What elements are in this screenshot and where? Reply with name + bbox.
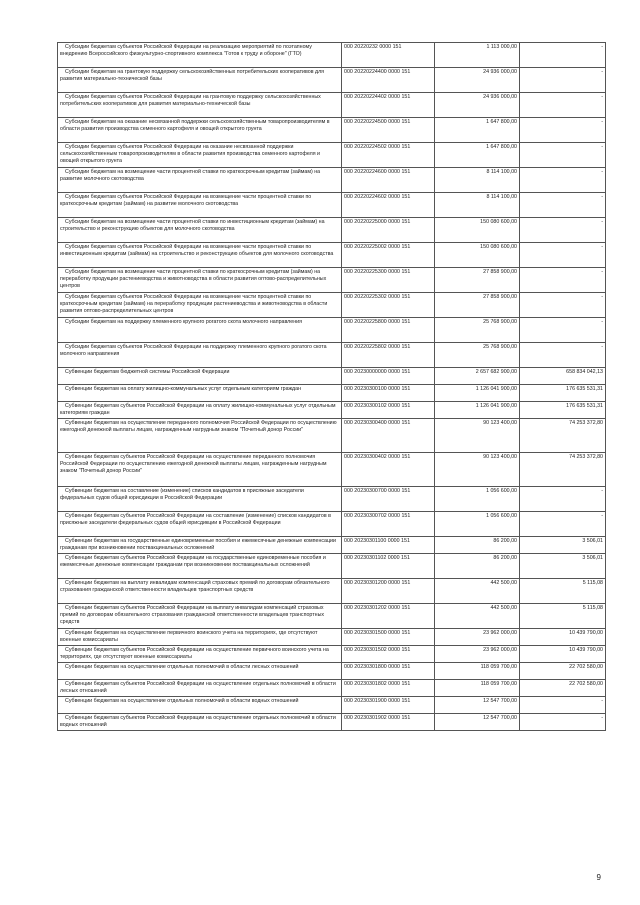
table-row (58, 680, 606, 697)
row-code-cell: 000 20230301900 0000 151 (342, 697, 435, 714)
row-name-cell: Субсидии бюджетам субъектов Российской Федерации на поддержку племенного крупного рогатого скота молочного направления (58, 343, 342, 368)
table-row (58, 512, 606, 537)
row-exec-cell: 10 439 790,00 (520, 646, 606, 663)
row-exec-cell: 22 702 580,00 (520, 663, 606, 680)
row-name-cell: Субвенции бюджетам субъектов Российской Федерации на составление (изменение) списков кандидатов в присяжные заседатели федеральных судов общей юрисдикции в Российской Федерации (58, 512, 342, 537)
row-plan-cell: 27 858 900,00 (435, 293, 520, 318)
table-row (58, 453, 606, 487)
row-plan-cell: 23 962 000,00 (435, 629, 520, 646)
row-code-cell: 000 20220224400 0000 151 (342, 68, 435, 93)
row-name-cell: Субвенции бюджетам бюджетной системы Российской Федерации (58, 368, 342, 385)
row-name-cell: Субвенции бюджетам субъектов Российской Федерации на осуществление отдельных полномочий в области водных отношений (58, 714, 342, 731)
table-row (58, 93, 606, 118)
row-code-cell: 000 20230301802 0000 151 (342, 680, 435, 697)
row-plan-cell: 1 056 600,00 (435, 487, 520, 512)
row-code-cell: 000 20230000000 0000 151 (342, 368, 435, 385)
row-name-cell: Субвенции бюджетам субъектов Российской Федерации на выплату инвалидам компенсаций страховых премий по договорам обязательного страхования гражданской ответственности владельцев транспортных средств (58, 604, 342, 629)
row-exec-cell: 74 253 372,80 (520, 453, 606, 487)
row-exec-cell: - (520, 143, 606, 168)
table-row (58, 537, 606, 554)
table-row (58, 368, 606, 385)
table-row (58, 243, 606, 268)
row-exec-cell: - (520, 243, 606, 268)
row-plan-cell: 150 080 600,00 (435, 243, 520, 268)
row-name-cell: Субвенции бюджетам на осуществление переданного полномочия Российской Федерации по осуществлению ежегодной денежной выплаты лицам, награжденным нагрудным знаком "Почетный донор России" (58, 419, 342, 453)
row-plan-cell: 86 200,00 (435, 554, 520, 579)
row-name-cell: Субсидии бюджетам на возмещение части процентной ставки по краткосрочным кредитам (займам) на переработку продукции растениеводства и животноводства в области развития оптово-распределительных центров (58, 268, 342, 293)
row-exec-cell: - (520, 512, 606, 537)
table-row (58, 193, 606, 218)
row-plan-cell: 1 056 600,00 (435, 512, 520, 537)
row-exec-cell: - (520, 487, 606, 512)
row-code-cell: 000 20230301202 0000 151 (342, 604, 435, 629)
table-row (58, 402, 606, 419)
row-plan-cell: 8 114 100,00 (435, 168, 520, 193)
row-exec-cell: - (520, 293, 606, 318)
row-plan-cell: 1 113 000,00 (435, 43, 520, 68)
table-row (58, 68, 606, 93)
row-name-cell: Субвенции бюджетам на оплату жилищно-коммунальных услуг отдельным категориям граждан (58, 385, 342, 402)
table-row (58, 318, 606, 343)
row-name-cell: Субсидии бюджетам субъектов Российской Федерации на грантовую поддержку сельскохозяйственных потребительских кооперативов для развития материально-технической базы (58, 93, 342, 118)
budget-table (57, 42, 606, 731)
row-code-cell: 000 20230301902 0000 151 (342, 714, 435, 731)
row-name-cell: Субсидии бюджетам на грантовую поддержку сельскохозяйственных потребительских кооперативов для развития материально-технической базы (58, 68, 342, 93)
row-name-cell: Субсидии бюджетам на поддержку племенного крупного рогатого скота молочного направления (58, 318, 342, 343)
row-exec-cell: 3 506,01 (520, 537, 606, 554)
row-name-cell: Субсидии бюджетам на оказание несвязанной поддержки сельскохозяйственным товаропроизводителям в области развития производства семенного картофеля и овощей открытого грунта (58, 118, 342, 143)
row-plan-cell: 90 123 400,00 (435, 453, 520, 487)
table-row (58, 268, 606, 293)
table-row (58, 419, 606, 453)
table-row (58, 143, 606, 168)
table-row (58, 118, 606, 143)
row-name-cell: Субвенции бюджетам на осуществление первичного воинского учета на территориях, где отсутствуют военные комиссариаты (58, 629, 342, 646)
row-code-cell: 000 20230301502 0000 151 (342, 646, 435, 663)
row-exec-cell: 3 506,01 (520, 554, 606, 579)
row-code-cell: 000 20220224502 0000 151 (342, 143, 435, 168)
row-plan-cell: 118 059 700,00 (435, 680, 520, 697)
row-plan-cell: 1 647 800,00 (435, 143, 520, 168)
row-name-cell: Субсидии бюджетам субъектов Российской Федерации на возмещение части процентной ставки по краткосрочным кредитам (займам) на развитие молочного скотоводства (58, 193, 342, 218)
table-row (58, 697, 606, 714)
row-plan-cell: 150 080 600,00 (435, 218, 520, 243)
table-row (58, 218, 606, 243)
row-name-cell: Субсидии бюджетам субъектов Российской Федерации на реализацию мероприятий по поэтапному внедрению Всероссийского физкультурно-спортивного комплекса "Готов к труду и обороне" (ГТО) (58, 43, 342, 68)
row-plan-cell: 86 200,00 (435, 537, 520, 554)
row-exec-cell: - (520, 93, 606, 118)
table-row (58, 168, 606, 193)
row-exec-cell: - (520, 697, 606, 714)
row-code-cell: 000 20220225000 0000 151 (342, 218, 435, 243)
row-plan-cell: 1 126 041 900,00 (435, 402, 520, 419)
row-exec-cell: - (520, 268, 606, 293)
row-code-cell: 000 20220224602 0000 151 (342, 193, 435, 218)
row-exec-cell: 5 115,08 (520, 579, 606, 604)
row-code-cell: 000 20230301102 0000 151 (342, 554, 435, 579)
row-code-cell: 000 20220232 0000 151 (342, 43, 435, 68)
table-row (58, 646, 606, 663)
row-exec-cell: - (520, 168, 606, 193)
row-code-cell: 000 20230300400 0000 151 (342, 419, 435, 453)
row-name-cell: Субсидии бюджетам субъектов Российской Федерации на возмещение части процентной ставки по инвестиционным кредитам (займам) на строительство и реконструкцию объектов для молочного скотоводства (58, 243, 342, 268)
row-code-cell: 000 20230301200 0000 151 (342, 579, 435, 604)
row-code-cell: 000 20230301100 0000 151 (342, 537, 435, 554)
row-exec-cell: 10 439 790,00 (520, 629, 606, 646)
row-name-cell: Субвенции бюджетам субъектов Российской Федерации на государственные единовременные пособия и ежемесячные денежные компенсации гражданам при возникновении поствакцинальных осложнений (58, 554, 342, 579)
row-plan-cell: 118 059 700,00 (435, 663, 520, 680)
row-name-cell: Субсидии бюджетам на возмещение части процентной ставки по краткосрочным кредитам (займам) на развитие молочного скотоводства (58, 168, 342, 193)
row-plan-cell: 27 858 900,00 (435, 268, 520, 293)
row-plan-cell: 24 936 000,00 (435, 68, 520, 93)
row-code-cell: 000 20220225800 0000 151 (342, 318, 435, 343)
row-plan-cell: 12 547 700,00 (435, 714, 520, 731)
row-plan-cell: 442 500,00 (435, 604, 520, 629)
row-code-cell: 000 20230300102 0000 151 (342, 402, 435, 419)
row-exec-cell: - (520, 68, 606, 93)
row-exec-cell: 658 834 042,13 (520, 368, 606, 385)
table-row (58, 629, 606, 646)
row-code-cell: 000 20230300402 0000 151 (342, 453, 435, 487)
row-name-cell: Субвенции бюджетам субъектов Российской Федерации на осуществление первичного воинского учета на территориях, где отсутствуют военные комиссариаты (58, 646, 342, 663)
row-name-cell: Субсидии бюджетам субъектов Российской Федерации на оказание несвязанной поддержки сельскохозяйственным товаропроизводителям в области развития производства семенного картофеля и овощей открытого грунта (58, 143, 342, 168)
row-name-cell: Субсидии бюджетам на возмещение части процентной ставки по инвестиционным кредитам (займам) на строительство и реконструкцию объектов для молочного скотоводства (58, 218, 342, 243)
row-plan-cell: 90 123 400,00 (435, 419, 520, 453)
row-exec-cell: - (520, 43, 606, 68)
table-row (58, 487, 606, 512)
row-name-cell: Субвенции бюджетам на государственные единовременные пособия и ежемесячные денежные компенсации гражданам при возникновении поствакцинальных осложнений (58, 537, 342, 554)
row-exec-cell: - (520, 714, 606, 731)
page-number: 9 (596, 873, 601, 882)
table-row (58, 293, 606, 318)
row-name-cell: Субвенции бюджетам на осуществление отдельных полномочий в области водных отношений (58, 697, 342, 714)
row-code-cell: 000 20220224600 0000 151 (342, 168, 435, 193)
row-code-cell: 000 20220225300 0000 151 (342, 268, 435, 293)
table-row (58, 554, 606, 579)
row-code-cell: 000 20230301800 0000 151 (342, 663, 435, 680)
row-exec-cell: - (520, 318, 606, 343)
table-row (58, 663, 606, 680)
row-name-cell: Субвенции бюджетам на осуществление отдельных полномочий в области лесных отношений (58, 663, 342, 680)
row-plan-cell: 25 768 900,00 (435, 343, 520, 368)
row-code-cell: 000 20230300100 0000 151 (342, 385, 435, 402)
row-name-cell: Субвенции бюджетам субъектов Российской Федерации на осуществление переданного полномочия Российской Федерации по осуществлению ежегодной денежной выплаты лицам, награжденным нагрудным знаком "Почетный донор России" (58, 453, 342, 487)
row-code-cell: 000 20230300700 0000 151 (342, 487, 435, 512)
budget-table-body (58, 43, 606, 731)
row-exec-cell: 176 635 531,31 (520, 402, 606, 419)
row-name-cell: Субсидии бюджетам субъектов Российской Федерации на возмещение части процентной ставки по краткосрочным кредитам (займам) на переработку продукции растениеводства и животноводства в области развития оптово-распределительных центров (58, 293, 342, 318)
table-row (58, 579, 606, 604)
row-plan-cell: 2 657 682 900,00 (435, 368, 520, 385)
row-code-cell: 000 20230300702 0000 151 (342, 512, 435, 537)
row-exec-cell: - (520, 118, 606, 143)
row-exec-cell: 74 253 372,80 (520, 419, 606, 453)
table-row (58, 43, 606, 68)
row-name-cell: Субвенции бюджетам субъектов Российской Федерации на осуществление отдельных полномочий в области лесных отношений (58, 680, 342, 697)
row-code-cell: 000 20230301500 0000 151 (342, 629, 435, 646)
row-exec-cell: - (520, 218, 606, 243)
row-code-cell: 000 20220225802 0000 151 (342, 343, 435, 368)
row-name-cell: Субвенции бюджетам на выплату инвалидам компенсаций страховых премий по договорам обязательного страхования гражданской ответственности владельцев транспортных средств (58, 579, 342, 604)
row-exec-cell: 176 635 531,31 (520, 385, 606, 402)
table-row (58, 343, 606, 368)
row-exec-cell: - (520, 193, 606, 218)
row-name-cell: Субвенции бюджетам субъектов Российской Федерации на оплату жилищно-коммунальных услуг отдельным категориям граждан (58, 402, 342, 419)
table-row (58, 385, 606, 402)
row-plan-cell: 23 962 000,00 (435, 646, 520, 663)
row-plan-cell: 12 547 700,00 (435, 697, 520, 714)
row-plan-cell: 1 647 800,00 (435, 118, 520, 143)
row-code-cell: 000 20220224402 0000 151 (342, 93, 435, 118)
table-row (58, 714, 606, 731)
row-plan-cell: 25 768 900,00 (435, 318, 520, 343)
row-plan-cell: 8 114 100,00 (435, 193, 520, 218)
row-name-cell: Субвенции бюджетам на составление (изменение) списков кандидатов в присяжные заседатели федеральных судов общей юрисдикции в Российской Федерации (58, 487, 342, 512)
row-code-cell: 000 20220225002 0000 151 (342, 243, 435, 268)
row-exec-cell: 5 115,08 (520, 604, 606, 629)
table-row (58, 604, 606, 629)
row-code-cell: 000 20220225302 0000 151 (342, 293, 435, 318)
row-exec-cell: - (520, 343, 606, 368)
row-plan-cell: 24 936 000,00 (435, 93, 520, 118)
row-plan-cell: 442 500,00 (435, 579, 520, 604)
row-exec-cell: 22 702 580,00 (520, 680, 606, 697)
row-plan-cell: 1 126 041 900,00 (435, 385, 520, 402)
row-code-cell: 000 20220224500 0000 151 (342, 118, 435, 143)
